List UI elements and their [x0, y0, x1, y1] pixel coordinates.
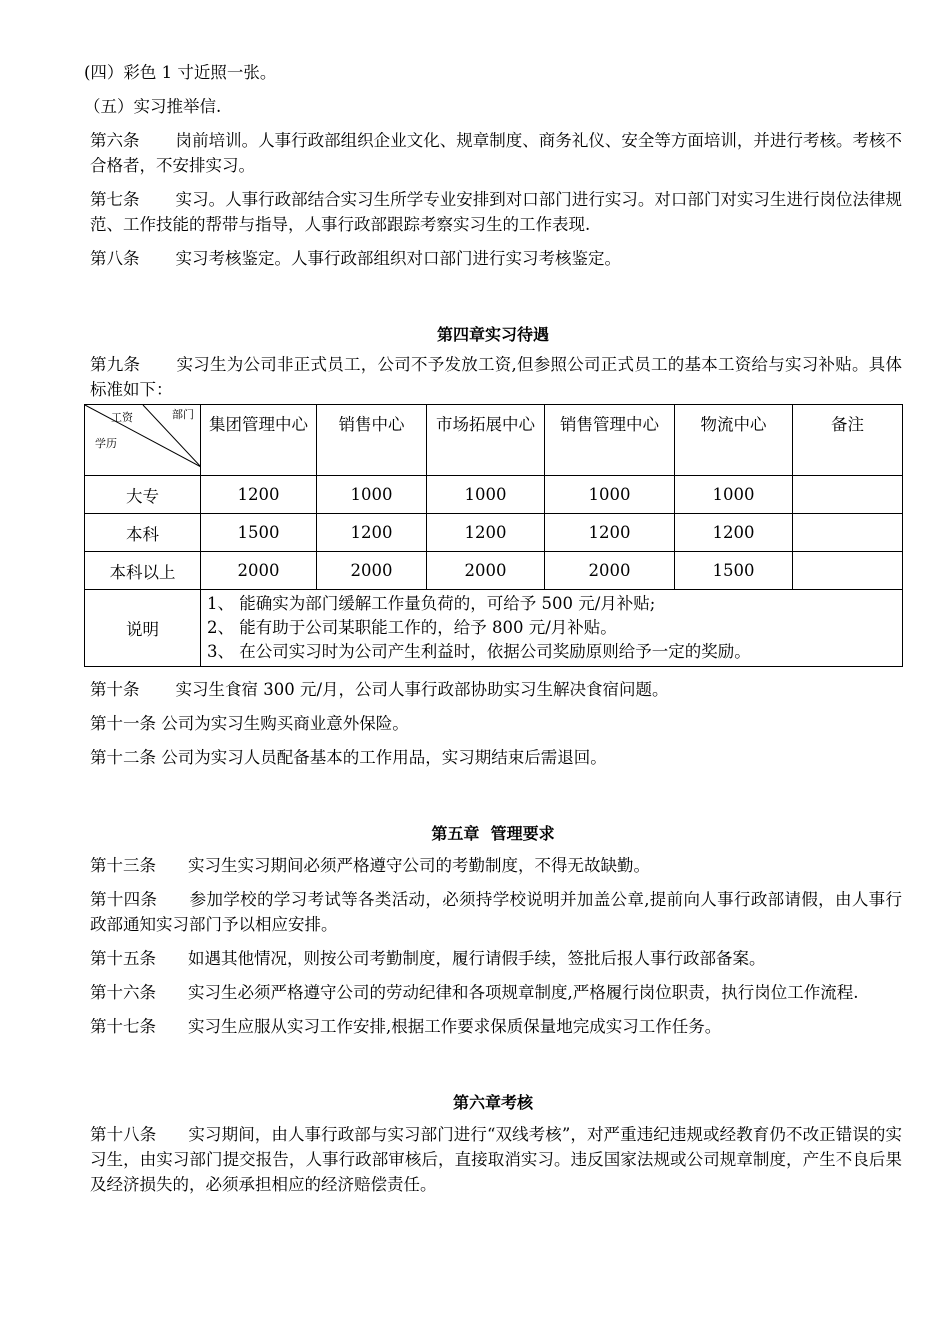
- article-11: [84, 711, 902, 736]
- corner-label-department: 部门: [172, 408, 194, 421]
- article-number: 第十二条: [90, 748, 156, 767]
- article-text: 实习生为公司非正式员工，公司不予发放工资,但参照公司正式员工的基本工资给与实习补贴。具体标准如下：: [90, 355, 902, 399]
- table-cell: 2000: [201, 552, 317, 590]
- allowance-table: [84, 404, 903, 667]
- article-14: [84, 887, 902, 937]
- table-cell: 1200: [545, 514, 675, 552]
- notes-cell: [201, 590, 903, 667]
- column-header: 销售中心: [317, 405, 427, 476]
- chapter-6-title: 第六章考核: [452, 1093, 533, 1112]
- table-cell: 2000: [317, 552, 427, 590]
- table-cell: 1200: [201, 476, 317, 514]
- article-text: 实习期间，由人事行政部与实习部门进行“双线考核”，对严重违纪违规或经教育仍不改正错误的实习生，由实习部门提交报告，人事行政部审核后，直接取消实习。违反国家法规或公司规章制度，产生不良后果及经济损失的，必须承担相应的经济赔偿责任。: [90, 1125, 902, 1194]
- table-cell: 1000: [675, 476, 793, 514]
- article-7: [84, 187, 902, 237]
- article-12: [84, 745, 902, 770]
- column-header: 销售管理中心: [545, 405, 675, 476]
- column-header: 集团管理中心: [201, 405, 317, 476]
- row-label: 本科: [85, 514, 201, 552]
- article-text: 参加学校的学习考试等各类活动，必须持学校说明并加盖公章,提前向人事行政部请假，由人事行政部通知实习部门予以相应安排。: [90, 890, 902, 934]
- chapter-5-title: 第五章 管理要求: [431, 824, 555, 843]
- note-item: 3、 在公司实习时为公司产生利益时，依据公司奖励原则给予一定的奖励。: [207, 642, 751, 661]
- article-number: 第八条: [90, 249, 140, 268]
- column-header: 市场拓展中心: [427, 405, 545, 476]
- corner-label-salary: 工资: [111, 411, 133, 424]
- table-cell: 1200: [427, 514, 545, 552]
- table-row: [85, 476, 903, 514]
- table-cell: [793, 476, 903, 514]
- article-number: 第十四条: [90, 890, 158, 909]
- table-corner-cell: [85, 405, 201, 476]
- article-number: 第十八条: [90, 1125, 157, 1144]
- article-8: [84, 246, 902, 271]
- table-row: [85, 552, 903, 590]
- article-text: 实习生应服从实习工作安排,根据工作要求保质保量地完成实习工作任务。: [188, 1017, 722, 1036]
- article-text: 实习生实习期间必须严格遵守公司的考勤制度，不得无故缺勤。: [188, 856, 650, 875]
- paragraph-recommendation: （五）实习推举信.: [84, 97, 222, 116]
- article-number: 第七条: [90, 190, 140, 209]
- table-cell: 1500: [201, 514, 317, 552]
- article-text: 实习考核鉴定。人事行政部组织对口部门进行实习考核鉴定。: [175, 249, 621, 268]
- table-cell: [793, 514, 903, 552]
- article-text: 实习。人事行政部结合实习生所学专业安排到对口部门进行实习。对口部门对实习生进行岗位法律规范、工作技能的帮带与指导，人事行政部跟踪考察实习生的工作表现.: [90, 190, 903, 234]
- article-number: 第十一条: [90, 714, 156, 733]
- article-number: 第十三条: [90, 856, 156, 875]
- article-number: 第十七条: [90, 1017, 156, 1036]
- article-18: [84, 1122, 902, 1197]
- article-16: [84, 980, 902, 1005]
- table-cell: 1000: [545, 476, 675, 514]
- table-cell: [793, 552, 903, 590]
- article-text: 公司为实习生购买商业意外保险。: [161, 714, 409, 733]
- article-13: [84, 853, 902, 878]
- article-number: 第九条: [90, 355, 141, 374]
- article-number: 第十五条: [90, 949, 156, 968]
- table-notes-row: [85, 590, 903, 667]
- table-cell: 1200: [317, 514, 427, 552]
- article-text: 实习生必须严格遵守公司的劳动纪律和各项规章制度,严格履行岗位职责，执行岗位工作流程.: [188, 983, 859, 1002]
- row-label: 大专: [85, 476, 201, 514]
- document-page: [84, 60, 902, 1206]
- article-number: 第十条: [90, 680, 140, 699]
- article-10: [84, 677, 902, 702]
- table-cell: 1000: [317, 476, 427, 514]
- column-header: 物流中心: [675, 405, 793, 476]
- table-cell: 1500: [675, 552, 793, 590]
- note-item: 1、 能确实为部门缓解工作量负荷的，可给予 500 元/月补贴;: [207, 594, 656, 613]
- article-6: [84, 128, 902, 178]
- article-9: [84, 352, 902, 402]
- paragraph-photo: (四）彩色 1 寸近照一张。: [84, 63, 277, 82]
- note-item: 2、 能有助于公司某职能工作的，给予 800 元/月补贴。: [207, 618, 617, 637]
- notes-label: 说明: [85, 590, 201, 667]
- table-cell: 2000: [545, 552, 675, 590]
- article-text: 实习生食宿 300 元/月，公司人事行政部协助实习生解决食宿问题。: [175, 680, 669, 699]
- chapter-4-title: 第四章实习待遇: [436, 325, 549, 344]
- article-17: [84, 1014, 902, 1039]
- article-number: 第十六条: [90, 983, 156, 1002]
- corner-label-education: 学历: [95, 437, 117, 450]
- article-text: 公司为实习人员配备基本的工作用品，实习期结束后需退回。: [161, 748, 607, 767]
- article-number: 第六条: [90, 131, 140, 150]
- table-cell: 1000: [427, 476, 545, 514]
- table-row: [85, 514, 903, 552]
- column-header: 备注: [793, 405, 903, 476]
- article-text: 岗前培训。人事行政部组织企业文化、规章制度、商务礼仪、安全等方面培训，并进行考核。考核不合格者，不安排实习。: [90, 131, 903, 175]
- table-cell: 2000: [427, 552, 545, 590]
- table-cell: 1200: [675, 514, 793, 552]
- article-text: 如遇其他情况，则按公司考勤制度，履行请假手续，签批后报人事行政部备案。: [188, 949, 766, 968]
- row-label: 本科以上: [85, 552, 201, 590]
- article-15: [84, 946, 902, 971]
